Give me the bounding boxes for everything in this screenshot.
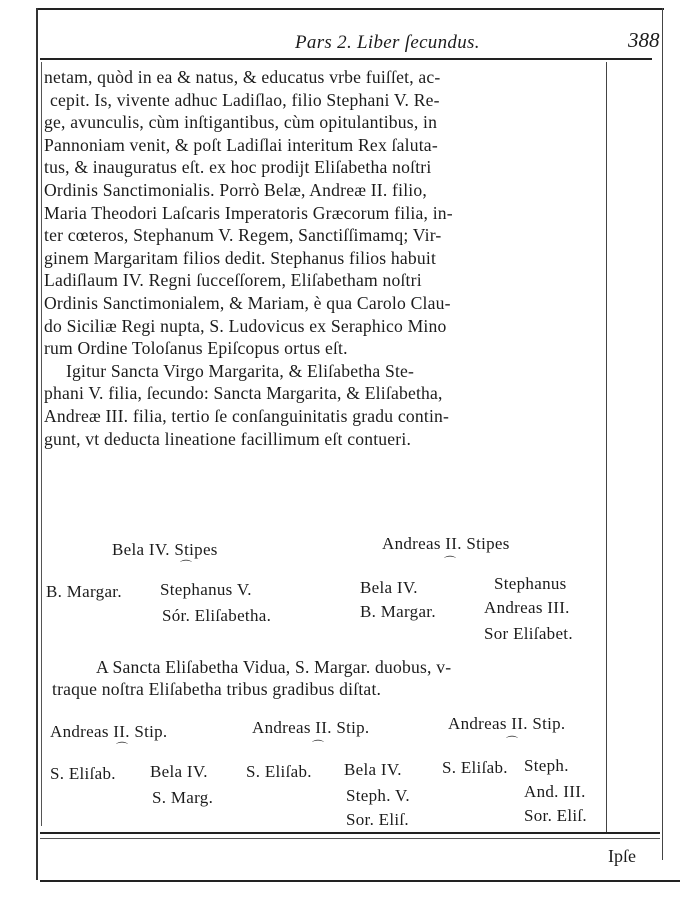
catchword: Ipſe — [608, 846, 636, 866]
tree3-left: S. Eliſab. — [50, 764, 116, 783]
body-text — [44, 66, 604, 450]
footer-rule — [40, 832, 660, 834]
tree1-right-child: Sór. Eliſabetha. — [162, 606, 272, 625]
text-line: Ordinis Sanctimonialis. Porrò Belæ, Andreæ II. filio, — [44, 179, 427, 200]
tree5-right-grandchild: Sor. Eliſ. — [524, 806, 587, 825]
tree1-left: B. Margar. — [46, 582, 122, 601]
tree4-brace: ⌒ — [312, 739, 325, 753]
middle-line: traque noſtra Eliſabetha tribus gradibus diſtat. — [52, 679, 382, 699]
tree5-left: S. Eliſab. — [442, 758, 508, 777]
footer-rule-thin — [40, 838, 660, 839]
tree3-right-child: S. Marg. — [152, 788, 214, 807]
tree4-right: Bela IV. — [344, 760, 402, 779]
middle-line: A Sancta Eliſabetha Vidua, S. Margar. duobus, v- — [96, 657, 452, 677]
tree1-brace: ⌒ — [180, 559, 193, 573]
page-frame-left — [36, 8, 38, 880]
header-rule — [40, 58, 652, 60]
tree4-right-grandchild: Sor. Eliſ. — [346, 810, 409, 829]
text-line: ge, avunculis, cùm inſtigantibus, cùm opitulantibus, in — [44, 112, 438, 133]
tree2-right-child: Andreas III. — [484, 598, 570, 617]
page-number: 388 — [628, 28, 660, 52]
text-line: Pannoniam venit, & poſt Ladiſlai interitum Rex ſaluta- — [44, 134, 438, 155]
text-line: Ordinis Sanctimonialem, & Mariam, è qua Carolo Clau- — [44, 292, 451, 313]
text-block-right-rule — [606, 62, 607, 832]
text-line: rum Ordine Toloſanus Epiſcopus ortus eſt. — [44, 338, 348, 359]
tree5-stipes: Andreas II. Stip. — [448, 714, 566, 733]
tree5-right-child: And. III. — [524, 782, 586, 801]
text-line: ter cœteros, Stephanum V. Regem, Sanctiſſimamq; Vir- — [44, 225, 442, 246]
tree4-stipes: Andreas II. Stip. — [252, 718, 370, 737]
tree1-right: Stephanus V. — [160, 580, 252, 599]
text-line: cepit. Is, vivente adhuc Ladiſlao, filio Stephani V. Re- — [50, 89, 440, 110]
text-line: netam, quòd in ea & natus, & educatus vrbe fuiſſet, ac- — [44, 67, 441, 87]
running-title: Pars 2. Liber ſecundus. — [295, 32, 480, 53]
text-line: tus, & inauguratus eſt. ex hoc prodijt Eliſabetha noſtri — [44, 157, 432, 178]
text-block-left-rule — [41, 62, 42, 826]
text-line: do Siciliæ Regi nupta, S. Ludovicus ex Seraphico Mino — [44, 315, 447, 336]
tree5-right: Steph. — [524, 756, 569, 775]
text-line: gunt, vt deducta lineatione facillimum eſt contueri. — [44, 428, 412, 449]
tree2-stipes: Andreas II. Stipes — [382, 534, 510, 553]
text-line: phani V. filia, ſecundo: Sancta Margarita, & Eliſabetha, — [44, 383, 443, 404]
tree2-left-child: B. Margar. — [360, 602, 436, 621]
tree5-brace: ⌒ — [506, 735, 519, 749]
tree3-right: Bela IV. — [150, 762, 208, 781]
text-line: Ladiſlaum IV. Regni ſucceſſorem, Eliſabetham noſtri — [44, 270, 422, 291]
page-bottom-rule — [40, 880, 680, 882]
tree2-right-grandchild: Sor Eliſabet. — [484, 624, 573, 643]
text-line: Igitur Sancta Virgo Margarita, & Eliſabetha Ste- — [66, 360, 415, 381]
text-line: ginem Margaritam filios dedit. Stephanus filios habuit — [44, 247, 437, 268]
tree3-brace: ⌒ — [116, 741, 129, 755]
tree4-left: S. Eliſab. — [246, 762, 312, 781]
page-frame-right — [662, 8, 663, 860]
tree2-right: Stephanus — [494, 574, 567, 593]
tree2-brace: ⌒ — [444, 555, 457, 569]
text-line: Maria Theodori Laſcaris Imperatoris Græcorum filia, in- — [44, 202, 453, 223]
tree2-left: Bela IV. — [360, 578, 418, 597]
text-line: Andreæ III. filia, tertio ſe conſanguinitatis gradu contin- — [44, 405, 450, 426]
tree1-stipes: Bela IV. Stipes — [112, 540, 218, 559]
tree4-right-child: Steph. V. — [346, 786, 410, 805]
page-header — [40, 26, 660, 56]
tree3-stipes: Andreas II. Stip. — [50, 722, 168, 741]
page-frame-top — [38, 8, 664, 10]
